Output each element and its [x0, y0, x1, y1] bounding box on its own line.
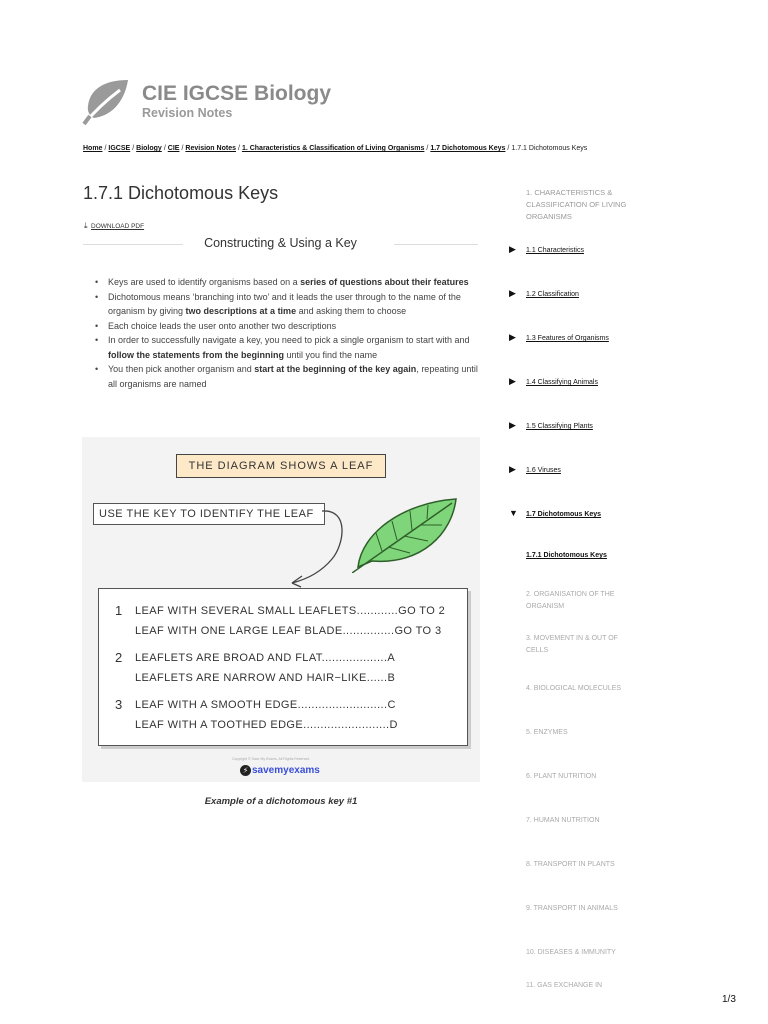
bullet-item	[108, 290, 483, 319]
bullet-list	[108, 275, 483, 391]
figure-caption: Example of a dichotomous key #1	[204, 796, 358, 807]
bullet-text: until you find the name	[284, 349, 378, 360]
sidebar-item-classifying-plants[interactable]	[509, 420, 593, 431]
sidebar-item-label[interactable]: 1.4 Classifying Animals	[526, 379, 598, 386]
sidebar-category[interactable]: 4. BIOLOGICAL MOLECULES	[526, 685, 622, 692]
bullet-text: Keys are used to identify organisms based on a	[108, 277, 301, 287]
triangle-right-icon: ▶	[509, 420, 516, 430]
section-heading	[83, 236, 478, 252]
sidebar-category[interactable]: 5. ENZYMES	[526, 729, 568, 736]
site-logo[interactable]	[82, 78, 342, 126]
sidebar-category[interactable]: 7. HUMAN NUTRITION	[526, 817, 600, 824]
key-statement: LEAF WITH A SMOOTH EDGE..........................C	[135, 699, 396, 711]
sidebar-current-subtopic[interactable]: 1.7.1 Dichotomous Keys	[526, 552, 607, 559]
sidebar-item-viruses[interactable]	[509, 464, 561, 475]
triangle-right-icon: ▶	[509, 244, 516, 254]
key-number: 1	[115, 603, 123, 618]
breadcrumb-revision-notes[interactable]: Revision Notes	[185, 145, 236, 152]
sidebar-category[interactable]: 3. MOVEMENT IN & OUT OF CELLS	[526, 635, 618, 654]
breadcrumb-cie[interactable]: CIE	[167, 145, 180, 152]
breadcrumb-topic[interactable]: 1. Characteristics & Classification of Living Organisms	[241, 145, 425, 152]
breadcrumb-igcse[interactable]: IGCSE	[108, 145, 131, 152]
sidebar-item-label[interactable]: 1.1 Characteristics	[526, 247, 584, 254]
sidebar-item-classifying-animals[interactable]	[509, 376, 598, 387]
breadcrumb-biology[interactable]: Biology	[136, 145, 162, 152]
sidebar-category[interactable]: 8. TRANSPORT IN PLANTS	[526, 861, 615, 868]
leaf-icon	[82, 78, 132, 126]
key-number: 3	[115, 697, 123, 712]
sidebar-nav	[509, 0, 649, 1024]
bullet-item	[108, 362, 483, 391]
bullet-emphasis: start at the beginning of the key again	[254, 364, 417, 374]
bullet-text: In order to successfully navigate a key, you need to pick a single organism to start with and	[108, 335, 470, 345]
bullet-emphasis: two descriptions at a time	[185, 306, 297, 316]
key-statement: LEAF WITH A TOOTHED EDGE.........................D	[135, 719, 398, 731]
bullet-item	[108, 319, 483, 334]
sidebar-category[interactable]: 10. DISEASES & IMMUNITY	[526, 949, 616, 956]
sidebar-item-features[interactable]	[509, 332, 609, 343]
breadcrumb-current: 1.7.1 Dichotomous Keys	[511, 145, 588, 152]
triangle-right-icon: ▶	[509, 376, 516, 386]
download-pdf-label: DOWNLOAD PDF	[91, 223, 145, 230]
triangle-right-icon: ▶	[509, 464, 516, 474]
key-statement: LEAFLETS ARE BROAD AND FLAT...................A	[135, 652, 396, 664]
sidebar-item-label[interactable]: 1.6 Viruses	[526, 467, 561, 474]
logo-subtitle: Revision Notes	[142, 106, 233, 120]
sidebar-item-label[interactable]: 1.5 Classifying Plants	[526, 423, 593, 430]
key-number: 2	[115, 650, 123, 665]
key-statement: LEAF WITH SEVERAL SMALL LEAFLETS............GO TO 2	[135, 605, 446, 617]
sidebar-item-characteristics[interactable]	[509, 244, 584, 255]
sidebar-item-label[interactable]: 1.3 Features of Organisms	[526, 335, 609, 342]
bolt-icon: ⚡	[240, 765, 251, 776]
page-title: 1.7.1 Dichotomous Keys	[83, 183, 279, 203]
sidebar-item-label[interactable]: 1.7 Dichotomous Keys	[526, 511, 602, 518]
sidebar-item-label[interactable]: 1.2 Classification	[526, 291, 579, 298]
key-statement: LEAF WITH ONE LARGE LEAF BLADE...............GO TO 3	[135, 625, 442, 637]
breadcrumb: Home / IGCSE / Biology / CIE / Revision Notes / 1. Characteristics & Classification of Living Organisms / 1.7 Dichotomous Keys / 1.7.1 Dichotomous Keys	[83, 145, 588, 152]
bullet-text: Each choice leads the user onto another two descriptions	[108, 320, 337, 331]
bullet-text: and asking them to choose	[296, 306, 407, 316]
diagram-figure	[82, 437, 480, 782]
bullet-text: You then pick another organism and	[108, 364, 255, 374]
breadcrumb-home[interactable]: Home	[83, 145, 103, 152]
sidebar-category[interactable]: 2. ORGANISATION OF THE ORGANISM	[526, 591, 615, 610]
bullet-emphasis: follow the statements from the beginning	[108, 349, 285, 360]
bullet-text: Dichotomous means ‘branching into two’ and it leads the user through to the name of the organism by giving	[108, 291, 461, 316]
triangle-right-icon: ▶	[509, 288, 516, 298]
bullet-text: , repeating until all organisms are named	[108, 364, 478, 389]
triangle-down-icon: ▼	[509, 508, 518, 518]
page-number: 1/3	[722, 994, 736, 1005]
bullet-item	[108, 275, 483, 290]
watermark-text: savemyexams	[252, 765, 320, 776]
savemyexams-logo	[240, 765, 320, 776]
bullet-emphasis: series of questions about their features	[300, 277, 469, 287]
copyright-text: Copyright © Save My Exams. All Rights Reserved	[232, 757, 310, 761]
sidebar-category[interactable]: 11. GAS EXCHANGE IN	[526, 982, 603, 989]
dichotomous-key-box	[98, 588, 468, 746]
logo-title: CIE IGCSE Biology	[142, 82, 332, 105]
download-pdf-link[interactable]	[84, 221, 144, 231]
breadcrumb-subtopic[interactable]: 1.7 Dichotomous Keys	[430, 145, 506, 152]
sidebar-section-heading: 1. CHARACTERISTICS & CLASSIFICATION OF LIVING ORGANISMS	[526, 188, 627, 221]
triangle-right-icon: ▶	[509, 332, 516, 342]
bullet-item	[108, 333, 483, 362]
section-heading-text: Constructing & Using a Key	[196, 236, 365, 250]
sidebar-category[interactable]: 6. PLANT NUTRITION	[526, 773, 597, 780]
key-statement: LEAFLETS ARE NARROW AND HAIR−LIKE......B	[135, 672, 396, 684]
leaf-illustration-icon	[352, 493, 462, 573]
sidebar-item-dichotomous-keys[interactable]	[509, 508, 601, 518]
sidebar-item-classification[interactable]	[509, 288, 579, 299]
instruction-box: USE THE KEY TO IDENTIFY THE LEAF	[93, 503, 325, 525]
diagram-title-box: THE DIAGRAM SHOWS A LEAF	[176, 454, 386, 478]
sidebar-category[interactable]: 9. TRANSPORT IN ANIMALS	[526, 905, 618, 912]
download-icon: ⤓	[84, 221, 88, 230]
